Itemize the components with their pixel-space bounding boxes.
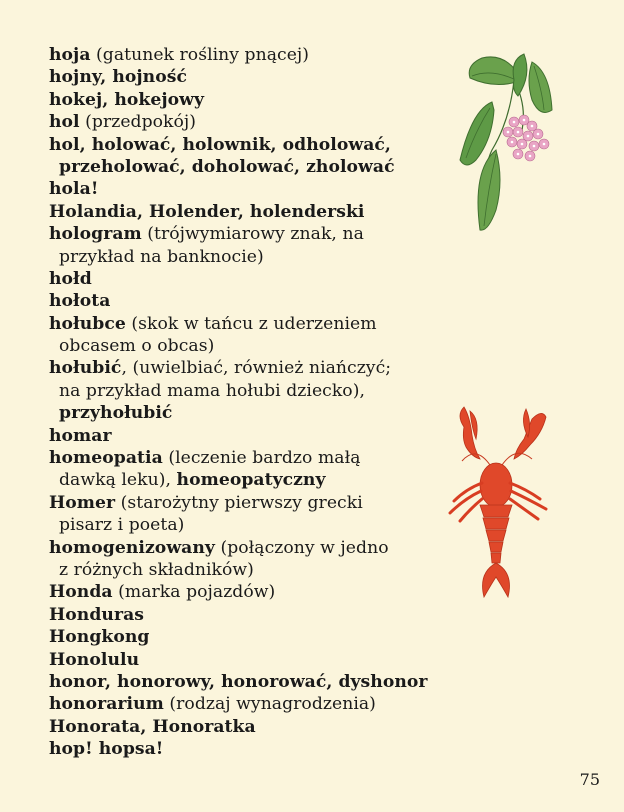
entry-headword: hołd bbox=[49, 268, 92, 289]
entry-headword: Honda bbox=[49, 582, 113, 603]
entry-headword: hołota bbox=[49, 291, 111, 312]
dictionary-entry bbox=[49, 89, 449, 111]
dictionary-entry bbox=[49, 581, 449, 603]
lobster-illustration bbox=[436, 405, 558, 605]
entry-headword: Holandia, Holender, holenderski bbox=[49, 201, 365, 222]
dictionary-entry bbox=[49, 290, 449, 312]
entry-continuation-line bbox=[49, 469, 449, 491]
dictionary-entry bbox=[49, 44, 449, 66]
entry-continuation-line bbox=[49, 156, 449, 178]
entry-definition: przykład na banknocie) bbox=[59, 246, 264, 267]
dictionary-entry bbox=[49, 111, 449, 133]
dictionary-entry bbox=[49, 134, 449, 156]
dictionary-entry bbox=[49, 201, 449, 223]
entry-headword: honorarium bbox=[49, 694, 164, 715]
entry-definition: (połączony w jedno bbox=[214, 537, 389, 558]
entry-definition: (rodzaj wynagrodzenia) bbox=[163, 694, 376, 715]
entry-definition: (marka pojazdów) bbox=[112, 582, 276, 603]
page-number: 75 bbox=[579, 770, 600, 789]
entry-definition: (trójwymiarowy znak, na bbox=[141, 224, 364, 245]
entry-headword: hol, holować, holownik, odholować, bbox=[49, 134, 391, 155]
dictionary-entry bbox=[49, 716, 449, 738]
entry-headword: Honorata, Honoratka bbox=[49, 716, 256, 737]
dictionary-entry bbox=[49, 738, 449, 760]
entry-definition: obcasem o obcas) bbox=[59, 336, 215, 357]
dictionary-entry bbox=[49, 313, 449, 335]
entry-headword: przeholować, doholować, zholować bbox=[59, 156, 395, 177]
entry-continuation-line bbox=[49, 380, 449, 402]
entry-definition: (przedpokój) bbox=[79, 112, 197, 133]
entry-headword: hołubce bbox=[49, 313, 126, 334]
dictionary-entry bbox=[49, 223, 449, 245]
entry-continuation-line bbox=[49, 559, 449, 581]
dictionary-entry bbox=[49, 66, 449, 88]
dictionary-entry bbox=[49, 649, 449, 671]
dictionary-entry bbox=[49, 626, 449, 648]
dictionary-entry bbox=[49, 425, 449, 447]
entry-headword: hokej, hokejowy bbox=[49, 89, 205, 110]
entry-headword: homeopatia bbox=[49, 448, 163, 469]
entry-headword: hola! bbox=[49, 179, 99, 200]
entry-headword: hol bbox=[49, 112, 80, 133]
entry-definition: pisarz i poeta) bbox=[59, 515, 185, 536]
entry-headword: przyhołubić bbox=[59, 403, 173, 424]
entry-definition: (starożytny pierwszy grecki bbox=[115, 492, 363, 513]
entry-continuation-line bbox=[49, 514, 449, 536]
dictionary-entry bbox=[49, 268, 449, 290]
entry-definition: dawką leku), bbox=[59, 470, 177, 491]
entry-definition: (skok w tańcu z uderzeniem bbox=[125, 313, 377, 334]
entry-continuation-line bbox=[49, 246, 449, 268]
hoya-plant-illustration bbox=[452, 50, 572, 235]
dictionary-entry bbox=[49, 178, 449, 200]
dictionary-entry bbox=[49, 357, 449, 379]
entry-headword: Honduras bbox=[49, 604, 144, 625]
entry-headword: homar bbox=[49, 425, 112, 446]
entry-headword: Homer bbox=[49, 492, 116, 513]
entry-definition: (leczenie bardzo małą bbox=[162, 448, 361, 469]
entry-definition: , (uwielbiać, również niańczyć; bbox=[121, 358, 392, 379]
entry-headword: hoja bbox=[49, 45, 91, 65]
dictionary-entry bbox=[49, 492, 449, 514]
dictionary-entry bbox=[49, 604, 449, 626]
entry-headword: Honolulu bbox=[49, 649, 140, 670]
entry-headword: homogenizowany bbox=[49, 537, 215, 558]
entry-definition: (gatunek rośliny pnącej) bbox=[90, 45, 310, 65]
entry-headword: hojny, hojność bbox=[49, 67, 187, 88]
entry-headword: Hongkong bbox=[49, 627, 150, 648]
dictionary-entry bbox=[49, 693, 449, 715]
entry-headword: homeopatyczny bbox=[176, 470, 326, 491]
entry-list bbox=[49, 44, 449, 761]
entry-continuation-line bbox=[49, 402, 449, 424]
dictionary-entry bbox=[49, 447, 449, 469]
entry-headword: hołubić bbox=[49, 358, 122, 379]
dictionary-entry bbox=[49, 537, 449, 559]
entry-headword: honor, honorowy, honorować, dyshonor bbox=[49, 671, 428, 692]
entry-headword: hologram bbox=[49, 224, 142, 245]
entry-definition: na przykład mama hołubi dziecko), bbox=[59, 380, 365, 401]
entry-continuation-line bbox=[49, 335, 449, 357]
entry-headword: hop! hopsa! bbox=[49, 739, 164, 760]
entry-definition: z różnych składników) bbox=[59, 559, 254, 580]
dictionary-entry bbox=[49, 671, 449, 693]
